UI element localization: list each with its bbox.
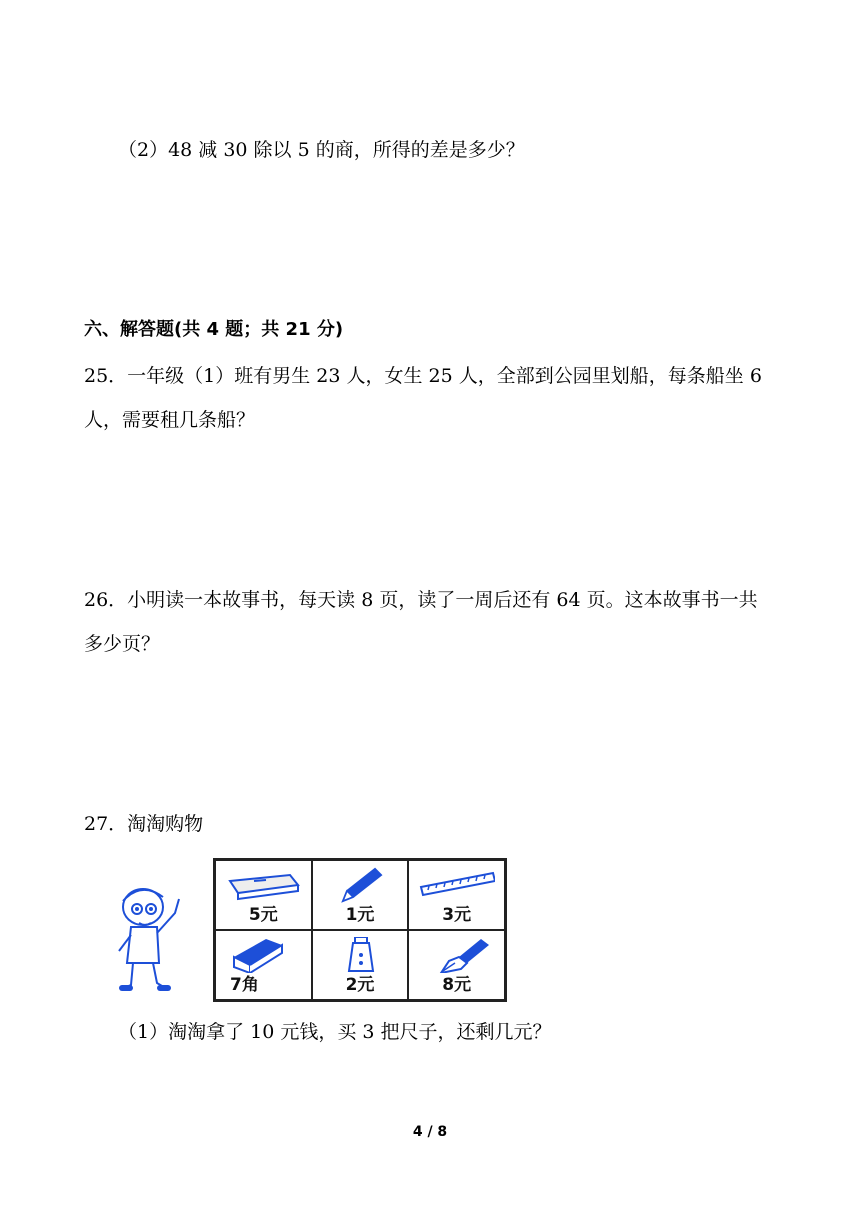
fountain-pen-icon xyxy=(419,937,495,973)
item-eraser xyxy=(215,860,312,930)
item-price: 8元 xyxy=(442,975,472,995)
question-25-line-2: 人，需要租几条船？ xyxy=(84,409,256,431)
question-27-part-1: （1）淘淘拿了 10 元钱，买 3 把尺子，还剩几元？ xyxy=(118,1021,552,1043)
sharpener-icon xyxy=(323,937,399,973)
question-25-line-1: 25．一年级（1）班有男生 23 人，女生 25 人，全部到公园里划船，每条船坐 6 xyxy=(84,365,762,387)
page-number: 4 / 8 xyxy=(412,1124,448,1140)
section-heading: 六、解答题(共 4 题；共 21 分) xyxy=(84,319,344,340)
item-price: 5元 xyxy=(248,905,278,925)
item-sharpener xyxy=(312,930,409,1000)
block-eraser-icon xyxy=(226,937,302,973)
question-26-line-1: 26．小明读一本故事书，每天读 8 页，读了一周后还有 64 页。这本故事书一共 xyxy=(84,589,758,611)
item-price: 1元 xyxy=(345,905,375,925)
item-ruler xyxy=(408,860,505,930)
pencil-icon xyxy=(323,867,399,903)
item-price: 2元 xyxy=(345,975,375,995)
item-block-eraser xyxy=(215,930,312,1000)
question-26-line-2: 多少页？ xyxy=(84,633,161,655)
cartoon-kid-icon xyxy=(105,877,195,997)
item-fountain-pen xyxy=(408,930,505,1000)
ruler-icon xyxy=(419,867,495,903)
item-pencil xyxy=(312,860,409,930)
price-table xyxy=(213,858,507,1002)
shopping-figure xyxy=(105,855,505,1003)
question-24-part-2: （2）48 减 30 除以 5 的商，所得的差是多少？ xyxy=(118,139,525,161)
item-price: 7角 xyxy=(230,975,259,995)
question-27-title: 27．淘淘购物 xyxy=(84,813,204,835)
eraser-icon xyxy=(226,867,302,903)
item-price: 3元 xyxy=(442,905,472,925)
